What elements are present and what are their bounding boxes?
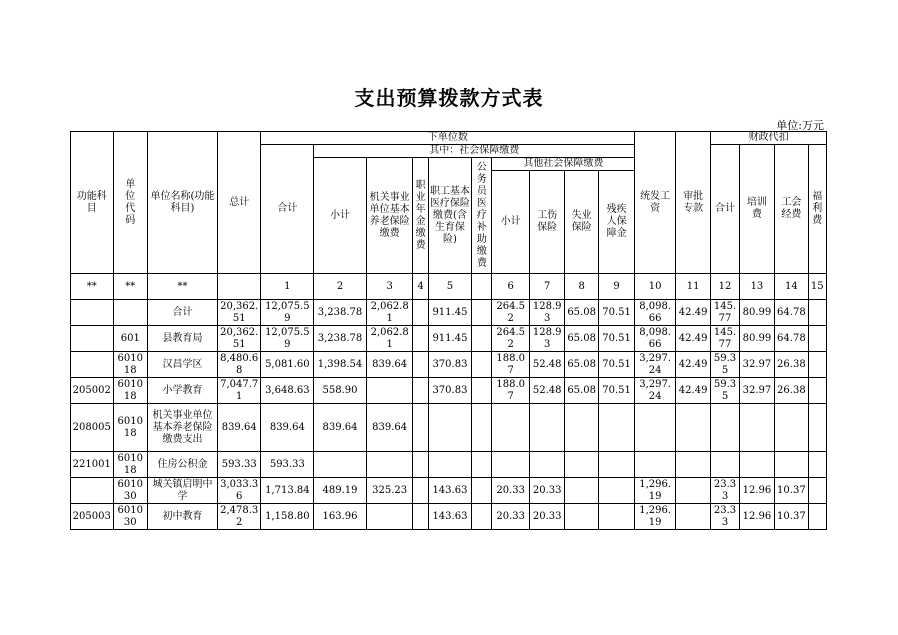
table-cell: 70.51 [598, 326, 635, 352]
table-cell: 208005 [71, 404, 114, 452]
table-cell: 42.49 [675, 378, 710, 404]
table-cell [635, 404, 676, 452]
table-cell: 839.64 [314, 404, 367, 452]
table-cell: 20.33 [492, 478, 529, 504]
table-cell: 601018 [113, 378, 147, 404]
index-cell: 7 [529, 274, 564, 300]
table-cell: 23.33 [711, 504, 739, 530]
page-title: 支出预算拨款方式表 [354, 86, 544, 110]
table-cell: 128.93 [529, 326, 564, 352]
table-cell [472, 326, 492, 352]
table-cell [492, 404, 529, 452]
table-row [71, 326, 827, 352]
index-cell: 8 [565, 274, 598, 300]
table-cell [113, 300, 147, 326]
index-cell [217, 274, 261, 300]
table-cell [711, 452, 739, 478]
table-cell [808, 378, 826, 404]
table-cell: 52.48 [529, 352, 564, 378]
table-cell: 558.90 [314, 378, 367, 404]
table-cell: 12,075.59 [261, 300, 314, 326]
table-cell [413, 478, 428, 504]
table-cell: 264.52 [492, 300, 529, 326]
table-row [71, 352, 827, 378]
table-cell [675, 452, 710, 478]
table-cell [366, 378, 413, 404]
index-cell: 14 [775, 274, 808, 300]
index-cell: 4 [413, 274, 428, 300]
index-cell [472, 274, 492, 300]
header-fw-total: 合计 [711, 145, 739, 274]
table-cell [598, 452, 635, 478]
table-row [71, 378, 827, 404]
table-cell: 32.97 [739, 352, 774, 378]
table-cell [598, 478, 635, 504]
table-cell [472, 378, 492, 404]
table-cell [428, 404, 472, 452]
table-cell [739, 404, 774, 452]
table-cell [808, 504, 826, 530]
unit-label: 单位:万元 [776, 119, 824, 132]
table-cell: 12.96 [739, 504, 774, 530]
index-cell: 3 [366, 274, 413, 300]
header-subtotal: 合计 [261, 145, 314, 274]
table-cell: 1,296.19 [635, 504, 676, 530]
table-cell: 20.33 [492, 504, 529, 530]
table-cell: 489.19 [314, 478, 367, 504]
table-cell [71, 478, 114, 504]
table-cell: 20.33 [529, 478, 564, 504]
table-cell [472, 300, 492, 326]
table-cell: 初中教育 [148, 504, 218, 530]
table-cell [675, 504, 710, 530]
header-func-code: 功能科目 [71, 132, 114, 274]
header-unit-name: 单位名称(功能科目) [148, 132, 218, 274]
header-injury: 工伤保险 [529, 171, 564, 274]
table-cell [808, 478, 826, 504]
header-total: 总计 [217, 132, 261, 274]
table-cell: 52.48 [529, 378, 564, 404]
table-cell: 145.77 [711, 326, 739, 352]
table-cell: 3,238.78 [314, 300, 367, 326]
table-cell [71, 352, 114, 378]
table-cell [428, 452, 472, 478]
table-cell [314, 452, 367, 478]
table-cell: 64.78 [775, 326, 808, 352]
table-cell [675, 478, 710, 504]
table-cell [366, 452, 413, 478]
header-ss-subtotal: 小计 [314, 158, 367, 274]
table-cell: 小学教育 [148, 378, 218, 404]
table-cell: 20,362.51 [217, 300, 261, 326]
table-cell [808, 404, 826, 452]
table-cell: 20,362.51 [217, 326, 261, 352]
table-cell: 70.51 [598, 300, 635, 326]
table-cell: 65.08 [565, 378, 598, 404]
table-cell: 601030 [113, 504, 147, 530]
table-cell: 8,098.66 [635, 326, 676, 352]
table-cell: 县教育局 [148, 326, 218, 352]
table-cell [413, 452, 428, 478]
table-cell: 839.64 [366, 404, 413, 452]
table-cell: 370.83 [428, 352, 472, 378]
table-cell [413, 504, 428, 530]
table-cell [413, 326, 428, 352]
header-annuity: 职业年金缴费 [413, 158, 428, 274]
table-cell: 65.08 [565, 326, 598, 352]
table-cell: 城关镇启明中学 [148, 478, 218, 504]
table-cell [598, 404, 635, 452]
table-cell: 80.99 [739, 300, 774, 326]
table-cell: 10.37 [775, 478, 808, 504]
table-cell: 145.77 [711, 300, 739, 326]
header-other-social: 其他社会保障缴费 [492, 158, 635, 171]
table-cell: 80.99 [739, 326, 774, 352]
table-cell [598, 504, 635, 530]
table-cell: 128.93 [529, 300, 564, 326]
header-disability: 残疾人保障金 [598, 171, 635, 274]
table-cell: 221001 [71, 452, 114, 478]
table-cell: 839.64 [261, 404, 314, 452]
table-cell [472, 452, 492, 478]
table-cell: 32.97 [739, 378, 774, 404]
table-cell [472, 504, 492, 530]
table-cell [529, 452, 564, 478]
index-cell: ** [148, 274, 218, 300]
table-cell: 汉昌学区 [148, 352, 218, 378]
header-medical: 职工基本医疗保险缴费(含生育保险) [428, 158, 472, 274]
table-row [71, 478, 827, 504]
index-cell: 12 [711, 274, 739, 300]
index-cell: 13 [739, 274, 774, 300]
table-cell: 143.63 [428, 478, 472, 504]
table-cell: 264.52 [492, 326, 529, 352]
table-cell: 7,047.71 [217, 378, 261, 404]
table-cell: 325.23 [366, 478, 413, 504]
table-cell [565, 452, 598, 478]
table-cell: 64.78 [775, 300, 808, 326]
header-training: 培训费 [739, 145, 774, 274]
table-cell [565, 504, 598, 530]
table-cell: 5,081.60 [261, 352, 314, 378]
table-cell: 1,398.54 [314, 352, 367, 378]
table-cell: 205002 [71, 378, 114, 404]
table-cell: 1,713.84 [261, 478, 314, 504]
table-cell: 3,297.24 [635, 378, 676, 404]
table-cell: 42.49 [675, 352, 710, 378]
table-cell: 205003 [71, 504, 114, 530]
table-cell: 601030 [113, 478, 147, 504]
table-cell: 8,098.66 [635, 300, 676, 326]
table-cell [71, 300, 114, 326]
table-cell: 839.64 [366, 352, 413, 378]
table-cell: 839.64 [217, 404, 261, 452]
header-unified-salary: 统发工资 [635, 132, 676, 274]
table-cell: 42.49 [675, 326, 710, 352]
table-cell [413, 378, 428, 404]
header-union: 工会经费 [775, 145, 808, 274]
index-cell: 5 [428, 274, 472, 300]
table-cell: 2,062.81 [366, 300, 413, 326]
index-cell: ** [71, 274, 114, 300]
header-welfare: 福利费 [808, 145, 826, 274]
table-cell [808, 352, 826, 378]
table-cell: 26.38 [775, 352, 808, 378]
table-cell: 601018 [113, 452, 147, 478]
table-cell: 143.63 [428, 504, 472, 530]
table-row [71, 504, 827, 530]
table-cell [675, 404, 710, 452]
table-cell: 26.38 [775, 378, 808, 404]
header-lower-pay: 下单位数 [261, 132, 635, 145]
table-cell: 3,238.78 [314, 326, 367, 352]
header-approved: 审批专款 [675, 132, 710, 274]
table-cell: 601018 [113, 352, 147, 378]
table-cell: 住房公积金 [148, 452, 218, 478]
table-cell [808, 300, 826, 326]
table-cell [565, 404, 598, 452]
table-cell: 188.07 [492, 352, 529, 378]
table-cell: 188.07 [492, 378, 529, 404]
table-cell: 1,296.19 [635, 478, 676, 504]
table-cell: 12,075.59 [261, 326, 314, 352]
table-cell [529, 404, 564, 452]
table-cell: 59.35 [711, 378, 739, 404]
index-cell: 9 [598, 274, 635, 300]
table-cell: 593.33 [217, 452, 261, 478]
table-cell [492, 452, 529, 478]
header-unit-code: 单位代码 [113, 132, 147, 274]
table-cell [413, 404, 428, 452]
table-cell: 3,033.36 [217, 478, 261, 504]
table-cell [71, 326, 114, 352]
header-social-security: 其中：社会保障缴费 [314, 145, 635, 158]
budget-table [70, 131, 827, 530]
table-cell [808, 326, 826, 352]
table-cell [711, 404, 739, 452]
table-cell: 911.45 [428, 326, 472, 352]
header-fiscal-withhold: 财政代扣 [711, 132, 827, 145]
table-cell: 65.08 [565, 352, 598, 378]
table-cell: 10.37 [775, 504, 808, 530]
table-cell [413, 352, 428, 378]
table-row [71, 404, 827, 452]
index-cell: 15 [808, 274, 826, 300]
index-cell: 2 [314, 274, 367, 300]
table-cell: 370.83 [428, 378, 472, 404]
table-row [71, 300, 827, 326]
table-cell [775, 404, 808, 452]
index-cell: 10 [635, 274, 676, 300]
index-cell: 6 [492, 274, 529, 300]
table-cell [413, 300, 428, 326]
header-pension: 机关事业单位基本养老保险缴费 [366, 158, 413, 274]
table-cell [472, 352, 492, 378]
index-cell: 11 [675, 274, 710, 300]
table-cell: 70.51 [598, 352, 635, 378]
table-cell: 机关事业单位基本养老保险缴费支出 [148, 404, 218, 452]
table-cell: 合计 [148, 300, 218, 326]
table-cell: 65.08 [565, 300, 598, 326]
index-cell: 1 [261, 274, 314, 300]
table-cell: 20.33 [529, 504, 564, 530]
table-cell: 23.33 [711, 478, 739, 504]
table-cell [775, 452, 808, 478]
table-cell: 3,297.24 [635, 352, 676, 378]
table-cell: 8,480.68 [217, 352, 261, 378]
table-cell [635, 452, 676, 478]
table-cell: 1,158.80 [261, 504, 314, 530]
table-cell [472, 478, 492, 504]
header-other-subtotal: 小计 [492, 171, 529, 274]
table-cell: 601018 [113, 404, 147, 452]
index-row [71, 274, 827, 300]
table-cell: 12.96 [739, 478, 774, 504]
header-unemployment: 失业保险 [565, 171, 598, 274]
table-cell: 601 [113, 326, 147, 352]
table-cell: 2,062.81 [366, 326, 413, 352]
table-cell: 70.51 [598, 378, 635, 404]
table-cell: 42.49 [675, 300, 710, 326]
table-cell [366, 504, 413, 530]
table-row [71, 452, 827, 478]
table-cell [472, 404, 492, 452]
table-cell: 911.45 [428, 300, 472, 326]
table-cell: 59.35 [711, 352, 739, 378]
index-cell: ** [113, 274, 147, 300]
table-cell: 2,478.32 [217, 504, 261, 530]
table-cell: 593.33 [261, 452, 314, 478]
table-cell [739, 452, 774, 478]
table-cell: 163.96 [314, 504, 367, 530]
table-cell [565, 478, 598, 504]
table-cell [808, 452, 826, 478]
header-civil-medical: 公务员医疗补助缴费 [472, 158, 492, 274]
table-cell: 3,648.63 [261, 378, 314, 404]
